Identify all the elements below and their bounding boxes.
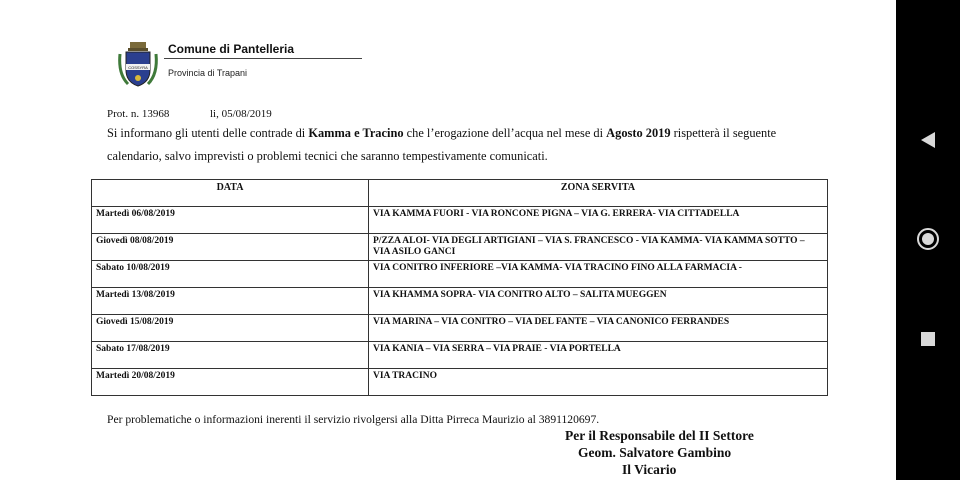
row-zone: P/ZZA ALOI- VIA DEGLI ARTIGIANI – VIA S. FRANCESCO - VIA KAMMA- VIA KAMMA SOTTO – VIA ASILO GANCI <box>369 234 828 261</box>
row-zone: VIA KHAMMA SOPRA- VIA CONITRO ALTO – SALITA MUEGGEN <box>369 288 828 315</box>
month-label: Agosto 2019 <box>606 126 671 140</box>
coat-of-arms-logo <box>116 40 160 92</box>
contact-info: Per problematiche o informazioni inerenti il servizio rivolgersi alla Ditta Pirreca Maurizio al 3891120697. <box>107 413 600 426</box>
table-row <box>92 315 828 342</box>
back-icon <box>921 132 935 148</box>
signature-title: Per il Responsabile del II Settore <box>565 428 754 443</box>
org-name: Comune di Pantelleria <box>168 42 295 56</box>
column-header-date: DATA <box>92 180 369 207</box>
row-zone: VIA KAMMA FUORI - VIA RONCONE PIGNA – VIA G. ERRERA- VIA CITTADELLA <box>369 207 828 234</box>
table-row <box>92 369 828 396</box>
table-row <box>92 342 828 369</box>
table-header-row <box>92 180 828 207</box>
intro-line-2: calendario, salvo imprevisti o problemi tecnici che saranno tempestivamente comunicati. <box>107 149 548 163</box>
back-button[interactable] <box>896 120 960 160</box>
column-header-zone: ZONA SERVITA <box>369 180 828 207</box>
table-row <box>92 261 828 288</box>
row-date: Sabato 10/08/2019 <box>92 261 369 288</box>
signature-name: Geom. Salvatore Gambino <box>578 445 732 460</box>
crest-label: COSSYRA <box>128 65 148 70</box>
row-date: Martedì 06/08/2019 <box>92 207 369 234</box>
org-province: Provincia di Trapani <box>168 68 248 78</box>
protocol-number: Prot. n. 13968 <box>107 108 170 120</box>
row-date: Sabato 17/08/2019 <box>92 342 369 369</box>
row-date: Giovedì 08/08/2019 <box>92 234 369 261</box>
recent-apps-icon <box>921 332 935 346</box>
header-divider <box>164 58 362 59</box>
row-date: Giovedì 15/08/2019 <box>92 315 369 342</box>
row-zone: VIA KANIA – VIA SERRA – VIA PRAIE - VIA PORTELLA <box>369 342 828 369</box>
water-schedule-table <box>91 179 828 396</box>
table-row <box>92 234 828 261</box>
recent-apps-button[interactable] <box>896 319 960 359</box>
intro-line-1: Si informano gli utenti delle contrade di Kamma e Tracino che l’erogazione dell’acqua nel mese di Agosto 2019 rispetterà il seguente <box>107 126 777 140</box>
row-date: Martedì 20/08/2019 <box>92 369 369 396</box>
row-zone: VIA TRACINO <box>369 369 828 396</box>
table-row <box>92 288 828 315</box>
android-nav-bar <box>896 0 960 480</box>
home-icon <box>917 228 939 250</box>
protocol-date: li, 05/08/2019 <box>210 108 272 120</box>
area-kamma: Kamma <box>308 126 351 140</box>
row-date: Martedì 13/08/2019 <box>92 288 369 315</box>
home-button[interactable] <box>896 219 960 259</box>
signature-role: Il Vicario <box>622 462 677 477</box>
area-tracino: Tracino <box>362 126 404 140</box>
row-zone: VIA MARINA – VIA CONITRO – VIA DEL FANTE – VIA CANONICO FERRANDES <box>369 315 828 342</box>
row-zone: VIA CONITRO INFERIORE –VIA KAMMA- VIA TRACINO FINO ALLA FARMACIA - <box>369 261 828 288</box>
table-row <box>92 207 828 234</box>
